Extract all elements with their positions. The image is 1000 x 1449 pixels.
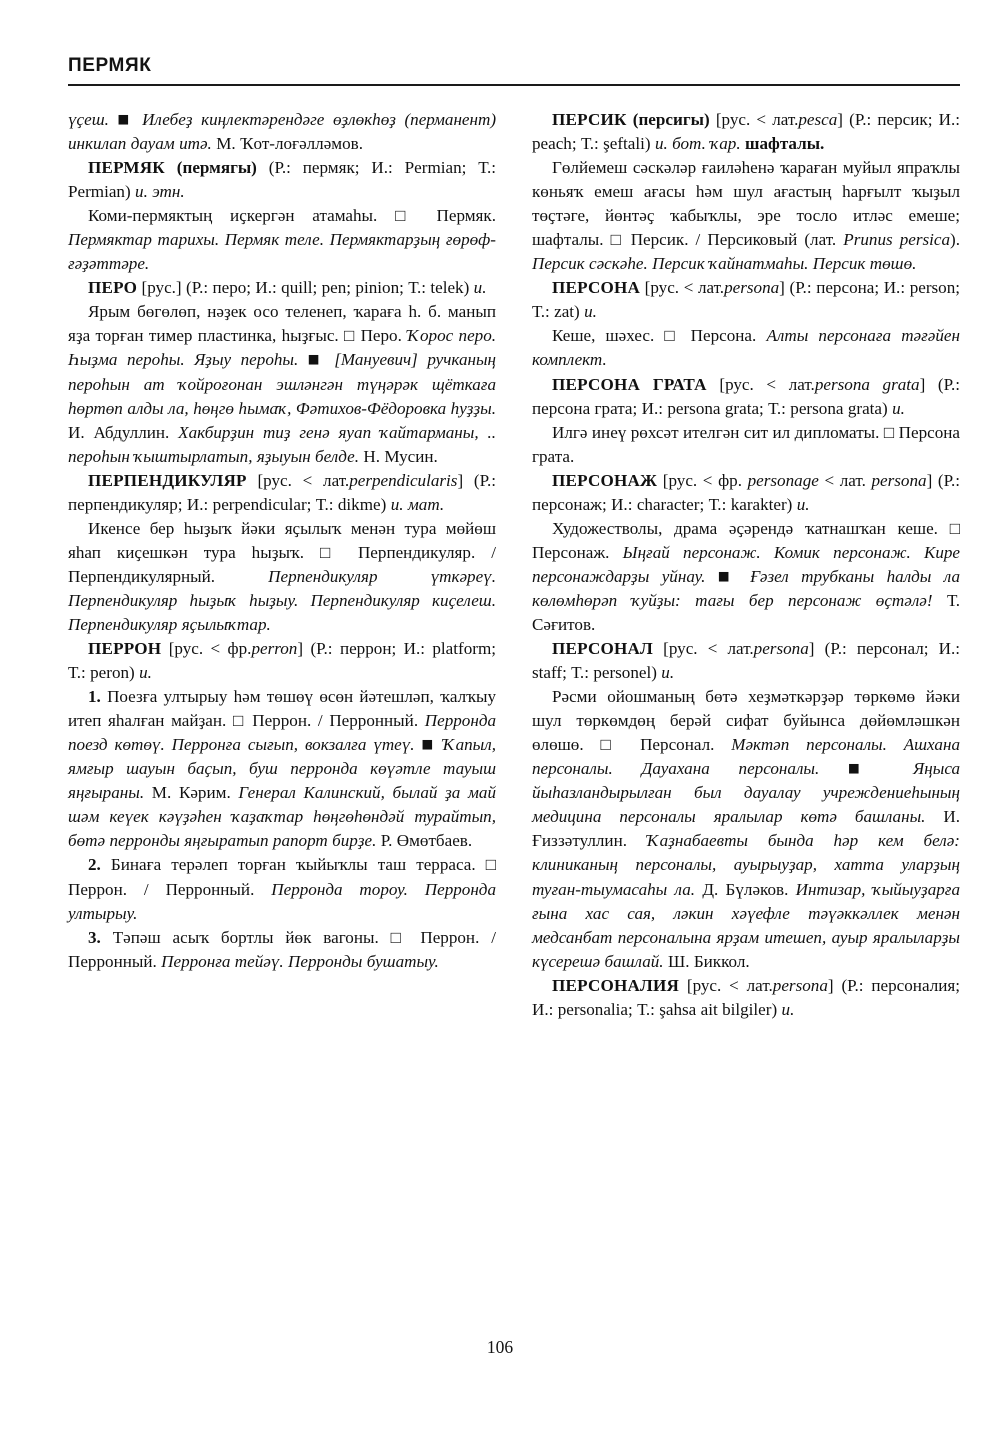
- etymology-latin: persona: [772, 975, 828, 995]
- equivalent: □ Пермяк.: [395, 206, 496, 226]
- entry-persona-grata: [532, 373, 960, 421]
- cross-reference: шафталы.: [745, 134, 825, 154]
- gloss-line: (Р.: персонал; И.: staff; Т.: personel): [532, 639, 961, 683]
- sense-number: 1.: [88, 687, 101, 707]
- part-of-speech: и.: [796, 494, 810, 514]
- entry-persik-body: [532, 156, 960, 276]
- citation-author: М. Кәрим.: [151, 783, 231, 803]
- citation-text: Интизар, ҡыйыуҙарға ғына хас сая, ләкин хәүефле тәүәккәллек менән медсанбат персоналына ярҙам итешеп, ауыр яралыларҙы күсерешә башлай.: [532, 879, 960, 971]
- etymology-suffix: ]: [297, 639, 304, 659]
- citation-author: Д. Бүләков.: [702, 879, 789, 899]
- citation-author: И. Абдуллин.: [68, 422, 170, 442]
- entry-personal: [532, 637, 960, 685]
- entry-continuation: [68, 108, 496, 156]
- running-head: ПЕРМЯК: [68, 55, 152, 76]
- entry-perron: [68, 637, 496, 685]
- headword: ПЕРСОНА: [552, 278, 641, 298]
- entry-personaliya: [532, 974, 960, 1022]
- equivalent: □ Персона грата.: [532, 422, 961, 466]
- filled-square-icon: ■: [717, 567, 738, 583]
- entry-persona-grata-body: [532, 421, 960, 469]
- etymology-latin: personage: [747, 470, 819, 490]
- citation-text: Хакбирҙин тиҙ генә яуап ҡайтарманы, .. пероһын ҡыштырлатып, яҙыуын белде.: [68, 422, 497, 466]
- entry-persik: [532, 108, 960, 156]
- etymology-middle: < лат.: [824, 470, 866, 490]
- etymology-latin-2: persona: [871, 470, 927, 490]
- examples: Перронға тейәү. Перронды бушатыу.: [161, 951, 439, 971]
- filled-square-icon: ■: [307, 351, 325, 367]
- entry-personazh-body: [532, 517, 960, 637]
- examples: Перронда поезд көтөү. Перронға сығып, вокзалға үтеү.: [68, 711, 497, 755]
- examples: Пермяктар тарихы. Пермяк теле. Пермяктарҙың ғөрөф-ғәҙәттәре.: [68, 230, 496, 274]
- etymology-prefix: [рус. < фр.: [662, 470, 742, 490]
- gloss-line: (Р.: пермяк; И.: Permian; Т.: Permian): [68, 158, 497, 202]
- part-of-speech: и.: [584, 302, 597, 322]
- equivalent: □ Персонал.: [600, 735, 715, 755]
- entry-permyak-body: [68, 204, 496, 276]
- gloss-line: (Р.: персонаж; И.: character; Т.: karakter): [532, 470, 960, 514]
- citation-author: Ш. Биккол.: [667, 951, 750, 971]
- etymology-prefix: [рус. < лат.: [715, 110, 799, 129]
- part-of-speech: и. бот. ҡар.: [654, 134, 741, 154]
- entry-pero-body: [68, 300, 496, 468]
- etymology-suffix: ]: [827, 975, 834, 995]
- equivalent: □ Перпендикуляр. / Перпендикулярный.: [68, 542, 496, 586]
- etymology-latin: pesca: [798, 110, 838, 129]
- definition: Кеше, шәхес.: [552, 326, 655, 346]
- entry-perron-sense-2: [68, 853, 496, 925]
- etymology-latin: perron: [251, 639, 298, 659]
- etymology-prefix: [рус. < лат.: [719, 374, 815, 394]
- headword: ПЕРПЕНДИКУЛЯР: [88, 470, 247, 490]
- etymology-prefix: [рус. < лат.: [644, 278, 725, 298]
- etymology-prefix: [рус. < лат.: [257, 470, 350, 490]
- definition: Бинаға терәлеп торған ҡыйыҡлы таш терраса.: [110, 855, 476, 875]
- etymology-suffix: ]: [919, 374, 926, 394]
- equivalent-prefix: □ Персик. / Персиковый (лат.: [610, 230, 837, 250]
- examples: Мәктәп персоналы. Ашхана персоналы. Дауахана персоналы.: [532, 735, 960, 779]
- equivalent: □ Перрон. / Перронный.: [68, 855, 497, 899]
- page-number: 106: [486, 1337, 514, 1357]
- headword: ПЕРСОНАЖ: [552, 470, 658, 490]
- headword: ПЕРМЯК: [88, 158, 165, 178]
- part-of-speech: и.: [661, 663, 675, 683]
- headword: ПЕРРОН: [88, 639, 162, 659]
- sense-number: 2.: [88, 855, 101, 875]
- continuation-author: М. Ҡот-лоғәлләмов.: [216, 134, 364, 154]
- definition: Поезға ултырыу һәм төшөү өсөн йәтешләп, ҡалҡыу итеп яһалған майҙан.: [68, 687, 496, 731]
- citation-author: Р. Өмөтбаев.: [380, 831, 473, 851]
- definition: Коми-пермяктың иҫкергән атамаһы.: [88, 206, 378, 226]
- right-column: [532, 108, 960, 1022]
- equivalent-latin: Prunus persica: [843, 230, 951, 250]
- left-column: [68, 108, 496, 974]
- entry-personazh: [532, 469, 960, 517]
- etymology-suffix: ]: [457, 470, 464, 490]
- gloss-line: (Р.: персик; И.: peach; Т.: şeftali): [532, 110, 960, 154]
- definition: Тәпәш асыҡ бортлы йөк вагоны.: [112, 927, 379, 947]
- citation-text: Ҡаҙнабаевты бында һәр кем белә: клиниканың персоналы, ауырыуҙар, хатта уларҙың туған-тыумасаһы ла.: [532, 831, 961, 899]
- header-divider: [68, 84, 960, 86]
- citation-author: И. Ғиззәтуллин.: [532, 807, 960, 851]
- definition: Ярым бөгөлөп, нәҙек осо теленеп, ҡараға һ. б. манып яҙа торған тимер пластинка, һыҙғыс.: [68, 302, 496, 346]
- equivalent: □ Персона.: [664, 326, 757, 346]
- definition: Гөлйемеш сәскәләр ғаиләһенә ҡараған муйыл япраҡлы көньяҡ емеш ағасы һәм шул ағастың һарғылт ҡыҙыл төҫтәге, йөнтәҫ ҡабыҡлы, эре тосло итләс емеше; шафталы.: [532, 158, 960, 250]
- entry-pero: [68, 276, 496, 300]
- gloss-line: (Р.: перпендикуляр; И.: perpendicular; Т.: dikme): [68, 470, 497, 514]
- continuation-lead: үҫеш.: [68, 110, 109, 129]
- inflection: (персигы): [632, 110, 710, 129]
- citation-text: Генерал Калинский, былай ҙа май шәм кеүек кәүҙәһен ҡаҙаҡтар һөңгөһөндәй турайтып, бөтә перронды яңғыратып рапорт бирҙе.: [68, 783, 497, 851]
- etymology-suffix: ]: [926, 470, 933, 490]
- examples: Перронда тороу. Перронда ултырыу.: [68, 879, 497, 923]
- headword: ПЕРСИК: [552, 110, 627, 129]
- gloss-line: (Р.: персона грата; И.: persona grata; Т.: persona grata): [532, 374, 961, 418]
- citation-text: [Мануевич] ручканың пероһын ат ҡойроғонан эшләнгән түңәрәк щёткаға һөртөп алды ла, һөңгө һымаҡ, Фәтихов-Фёдоровка һуҙҙы.: [68, 350, 497, 418]
- part-of-speech: и.: [473, 278, 487, 298]
- etymology-prefix: [рус. < лат.: [663, 639, 754, 659]
- entry-permyak: [68, 156, 496, 204]
- etymology-prefix: [рус. < лат.: [686, 975, 773, 995]
- headword: ПЕРСОНАЛИЯ: [552, 975, 680, 995]
- entry-persona: [532, 276, 960, 324]
- part-of-speech: и. этн.: [135, 182, 185, 202]
- entry-personal-body: [532, 685, 960, 974]
- etymology-latin: persona: [724, 278, 780, 298]
- equivalent: □ Перрон. / Перронный.: [68, 927, 496, 971]
- etymology-prefix: [рус. < фр.: [168, 639, 252, 659]
- equivalent-suffix: ).: [950, 230, 960, 250]
- equivalent: □ Персонаж.: [532, 518, 961, 562]
- citation-author: Т. Сәғитов.: [532, 590, 961, 634]
- examples: Алты персонаға тәғәйен комплект.: [532, 326, 961, 370]
- equivalent: □ Перрон. / Перронный.: [232, 711, 419, 731]
- filled-square-icon: ■: [117, 111, 134, 126]
- etymology-suffix: ]: [808, 639, 815, 659]
- definition: Икенсе бер һыҙыҡ йәки яҫылыҡ менән тура мөйөш яһап киҫешкән тура һыҙыҡ.: [68, 518, 496, 562]
- definition: Рәсми ойошманың бөтә хеҙмәткәрҙәр төркөмө йәки шул төркөмдөң берәй сифат буйынса дөйөмләшкән өлөшө.: [532, 687, 960, 755]
- etymology-latin: perpendicularis: [349, 470, 458, 490]
- definition: Художестволы, драма әҫәрендә ҡатнашҡан кеше.: [552, 518, 938, 538]
- headword: ПЕРСОНА ГРАТА: [552, 374, 707, 394]
- headword: ПЕРО: [88, 278, 138, 298]
- etymology-latin: persona: [753, 639, 809, 659]
- gloss-line: (Р.: персоналия; И.: personalia; Т.: şahsa ait bilgiler): [532, 975, 960, 1019]
- entry-perron-sense-1: [68, 685, 496, 853]
- filled-square-icon: ■: [848, 760, 885, 776]
- etymology-suffix: ]: [779, 278, 785, 298]
- headword: ПЕРСОНАЛ: [552, 639, 653, 659]
- part-of-speech: и.: [781, 999, 795, 1019]
- gloss-line: (Р.: перрон; И.: platform; Т.: peron): [68, 639, 496, 683]
- part-of-speech: и.: [892, 398, 905, 418]
- entry-perron-sense-3: [68, 926, 496, 974]
- sense-number: 3.: [88, 927, 101, 947]
- text-columns: [68, 108, 960, 1022]
- entry-perpendikulyar: [68, 469, 496, 517]
- citation-text: Яңыса йыһазландырылған был дауалау учреждениеһының медицина персоналы яралылар көтә башланы.: [532, 759, 961, 827]
- filled-square-icon: ■: [421, 736, 436, 752]
- part-of-speech: и.: [139, 663, 152, 683]
- etymology-suffix: ]: [837, 110, 843, 129]
- equivalent: □ Перо.: [344, 326, 402, 346]
- continuation-citation: Илебеҙ киңлектәрендәге өҙлөкһөҙ (перманент) инкилап дауам итә.: [68, 110, 497, 154]
- etymology-latin: persona grata: [814, 374, 920, 394]
- definition: Илгә инеү рөхсәт ителгән сит ил дипломаты.: [552, 422, 880, 442]
- entry-perpendikulyar-body: [68, 517, 496, 637]
- citation-text: Ҡапыл, ямғыр шауын баҫып, буш перронда көүәтле тауыш яңғыраны.: [68, 735, 496, 803]
- citation-text: Ғәзел трубканы һалды ла көлөмһөрәп ҡуйҙы: тағы бер персонаж өҫтәлә!: [532, 566, 961, 610]
- gloss-line: (Р.: перо; И.: quill; pen; pinion; Т.: telek): [186, 278, 470, 298]
- examples: Перпендикуляр үткәреү. Перпендикуляр һыҙыҡ һыҙыу. Перпендикуляр киҫелеш. Перпендикуляр яҫылыҡтар.: [68, 566, 496, 634]
- gloss-line: (Р.: персона; И.: person; Т.: zat): [532, 278, 961, 322]
- citation-author: Н. Мусин.: [363, 446, 438, 466]
- part-of-speech: и. мат.: [390, 494, 445, 514]
- entry-persona-body: [532, 324, 960, 372]
- inflection: (пермягы): [176, 158, 257, 178]
- examples: Ҡорос перо. Һыҙма пероһы. Яҙыу пероһы.: [68, 326, 497, 370]
- examples: Ыңғай персонаж. Комик персонаж. Кире персонаждарҙы уйнау.: [532, 542, 960, 586]
- examples: Персик сәскәһе. Персик ҡайнатмаһы. Персик төшө.: [532, 254, 917, 274]
- etymology: [рус.]: [141, 278, 182, 298]
